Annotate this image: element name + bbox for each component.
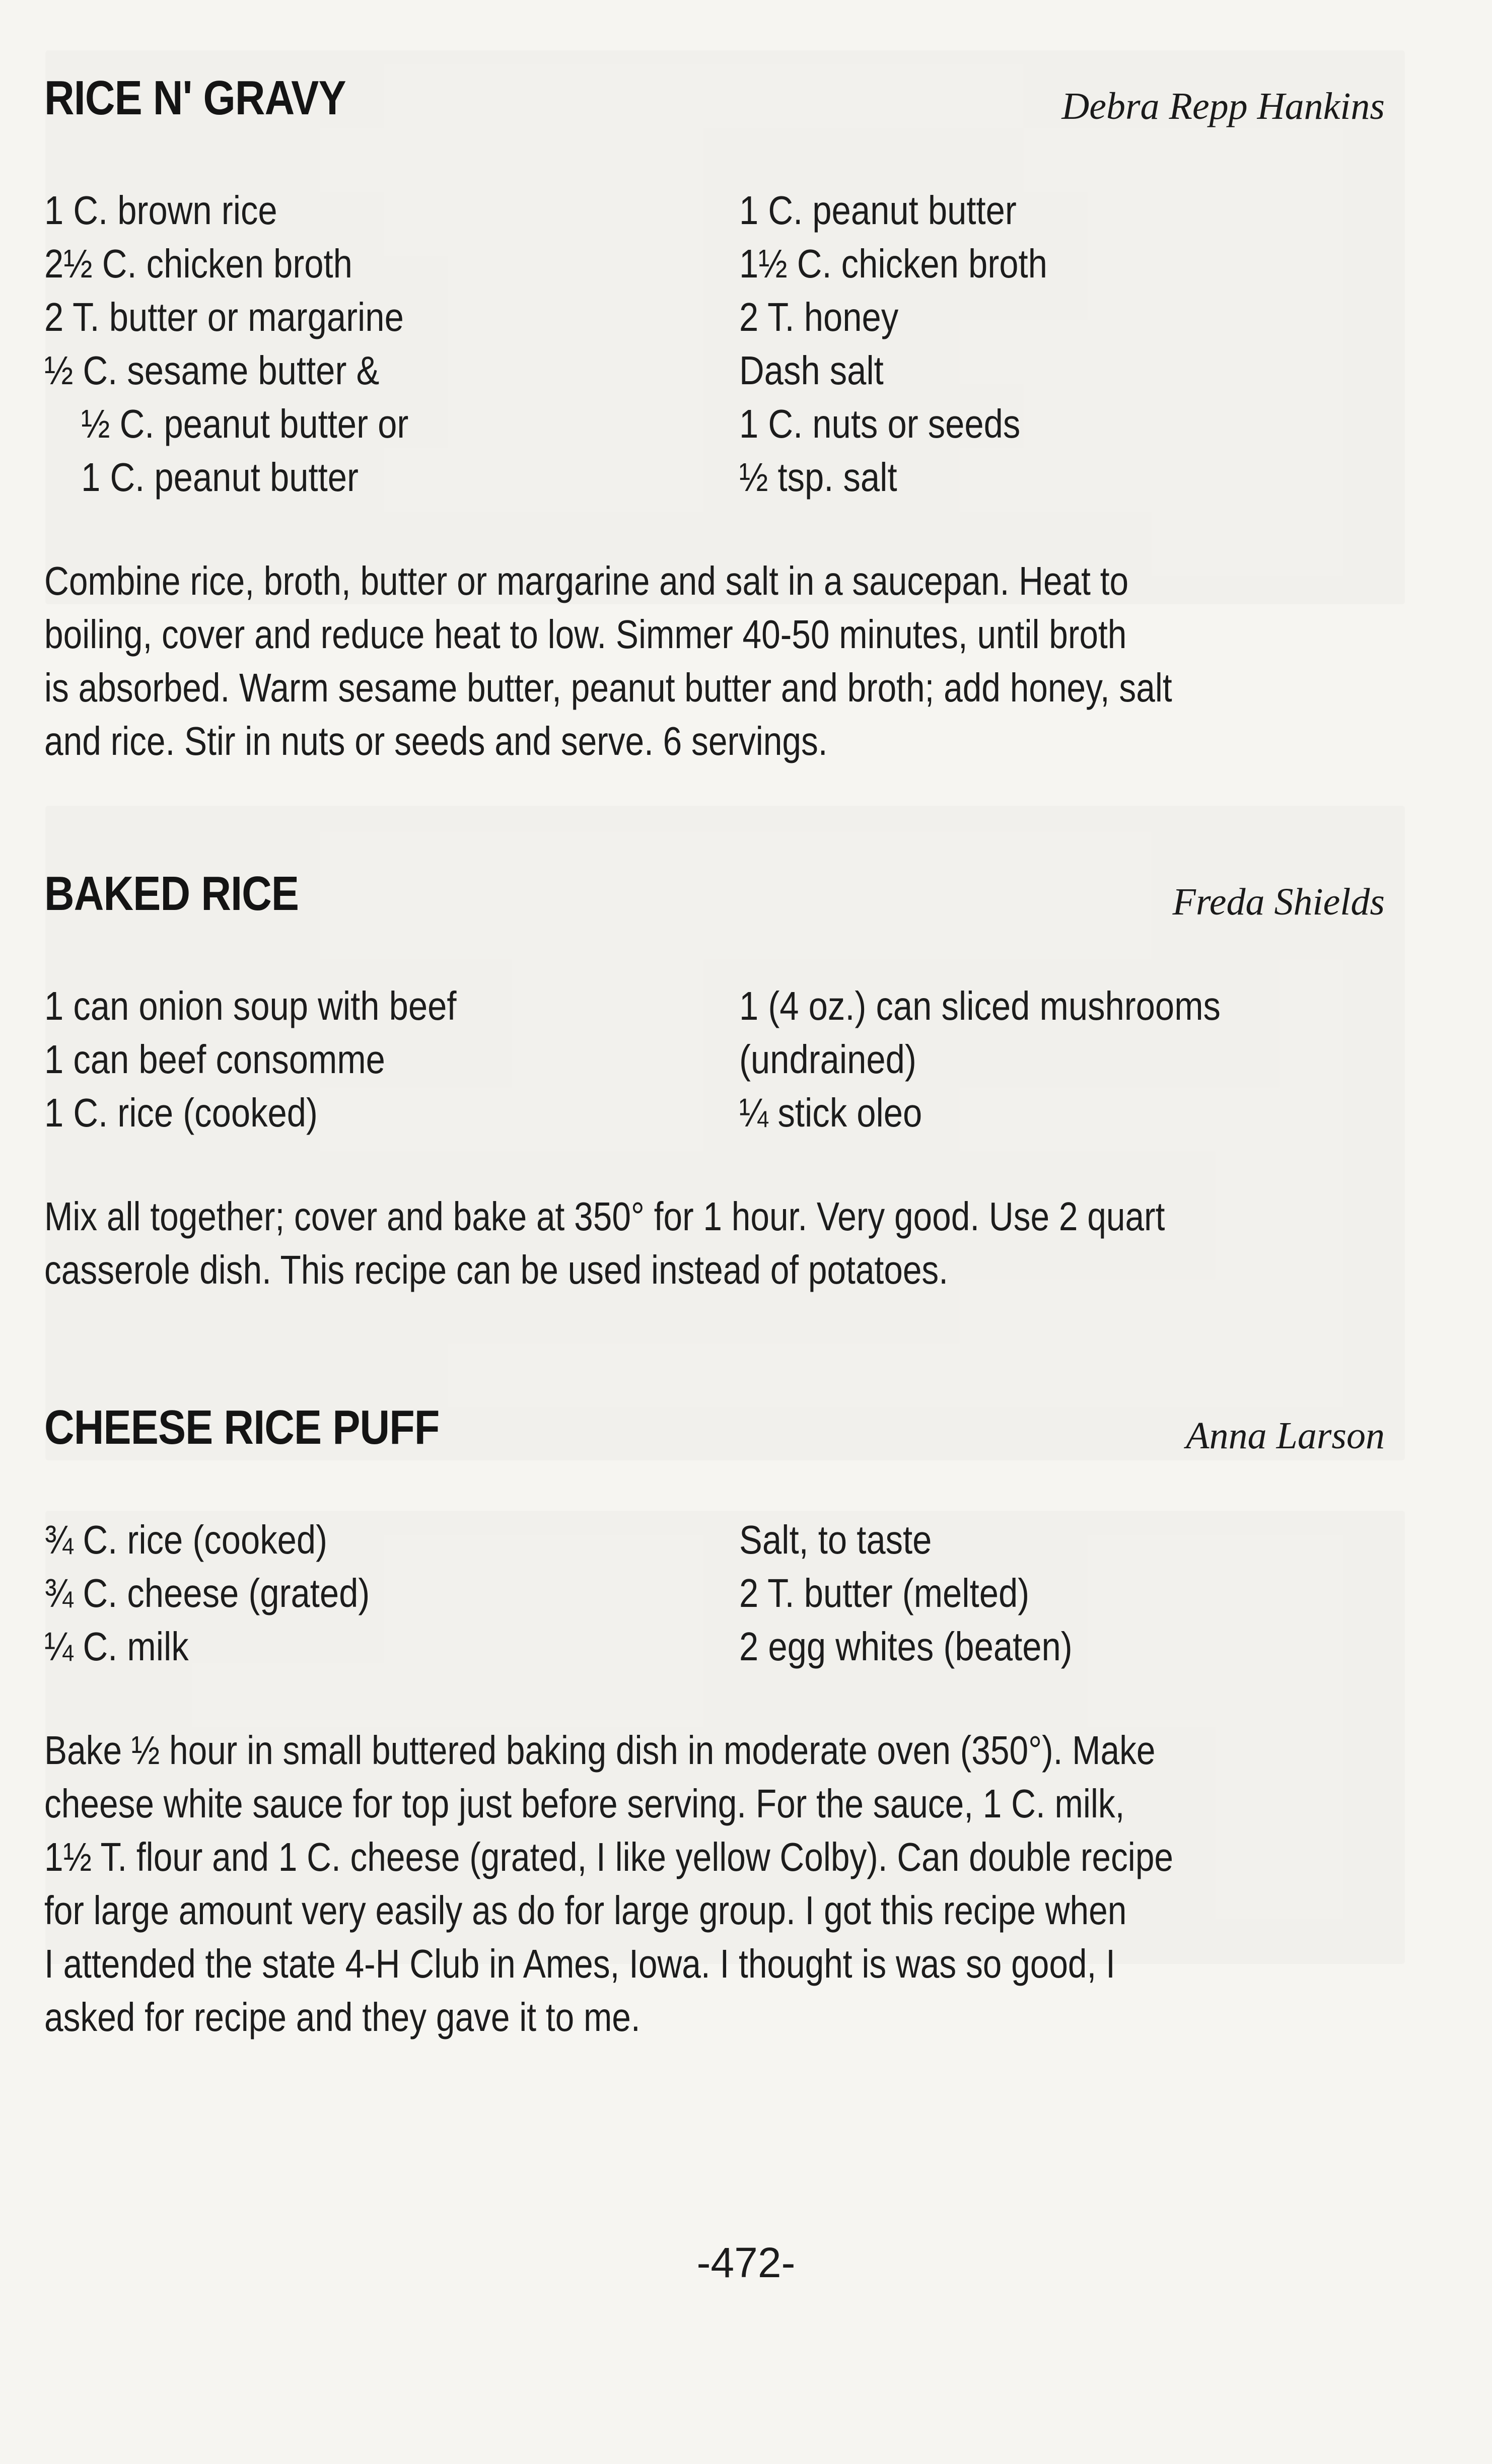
- ingredient-line: ½ tsp. salt: [739, 455, 897, 500]
- ingredient-line: 2 T. butter or margarine: [44, 295, 404, 339]
- directions-line: casserole dish. This recipe can be used instead of potatoes.: [44, 1247, 949, 1292]
- recipe-author: Anna Larson: [1186, 1415, 1385, 1457]
- directions-line: I attended the state 4-H Club in Ames, Iowa. I thought is was so good, I: [44, 1941, 1115, 1986]
- directions-line: 1½ T. flour and 1 C. cheese (grated, I like yellow Colby). Can double recipe: [44, 1835, 1174, 1879]
- ingredient-line: 1 C. peanut butter: [739, 188, 1017, 233]
- ingredient-line: 2½ C. chicken broth: [44, 241, 352, 286]
- ingredient-line: 2 egg whites (beaten): [739, 1624, 1073, 1669]
- ingredient-line: 1 (4 oz.) can sliced mushrooms: [739, 983, 1221, 1028]
- recipe-author: Debra Repp Hankins: [1061, 85, 1385, 127]
- ingredient-line: ½ C. peanut butter or: [81, 401, 409, 446]
- ingredient-line: ¼ C. milk: [44, 1624, 189, 1669]
- page-number: -472-: [696, 2239, 796, 2286]
- ingredient-line: 2 T. butter (melted): [739, 1571, 1030, 1615]
- ingredient-line: 1½ C. chicken broth: [739, 241, 1047, 286]
- directions-line: Combine rice, broth, butter or margarine and salt in a saucepan. Heat to: [44, 558, 1129, 603]
- directions-line: boiling, cover and reduce heat to low. Simmer 40-50 minutes, until broth: [44, 612, 1127, 657]
- ingredients-right-column: [739, 1513, 1385, 1673]
- ingredient-line: ½ C. sesame butter &: [44, 348, 380, 393]
- recipe-header: [44, 1400, 1385, 1470]
- ingredients-left-column: [44, 979, 739, 1140]
- recipe-rice-n-gravy: [44, 71, 1385, 768]
- directions-line: and rice. Stir in nuts or seeds and serve. 6 servings.: [44, 719, 828, 763]
- ingredients-list: [44, 184, 1385, 504]
- ingredient-line: 1 C. brown rice: [44, 188, 277, 233]
- ingredient-line: 1 C. nuts or seeds: [739, 401, 1021, 446]
- ingredient-line: 1 C. peanut butter: [81, 455, 359, 500]
- ingredient-line: ¾ C. cheese (grated): [44, 1571, 370, 1615]
- recipe-header: [44, 866, 1385, 937]
- ingredients-right-column: [739, 184, 1385, 504]
- ingredients-list: [44, 1513, 1385, 1673]
- ingredient-line: 1 C. rice (cooked): [44, 1090, 318, 1135]
- ingredients-left-column: [44, 184, 739, 504]
- ingredient-line: ¾ C. rice (cooked): [44, 1517, 328, 1562]
- recipe-cheese-rice-puff: [44, 1400, 1385, 2044]
- directions-line: for large amount very easily as do for large group. I got this recipe when: [44, 1888, 1127, 1933]
- ingredient-line: Dash salt: [739, 348, 884, 393]
- ingredient-line: 2 T. honey: [739, 295, 899, 339]
- recipe-author: Freda Shields: [1172, 881, 1385, 923]
- directions-line: asked for recipe and they gave it to me.: [44, 1995, 641, 2039]
- ingredient-line: ¼ stick oleo: [739, 1090, 922, 1135]
- ingredient-line: (undrained): [739, 1037, 916, 1082]
- directions-line: Mix all together; cover and bake at 350° for 1 hour. Very good. Use 2 quart: [44, 1194, 1165, 1239]
- recipe-directions: [44, 554, 1385, 768]
- ingredient-line: 1 can beef consomme: [44, 1037, 385, 1082]
- ingredients-list: [44, 979, 1385, 1140]
- recipe-directions: [44, 1724, 1385, 2044]
- directions-line: cheese white sauce for top just before serving. For the sauce, 1 C. milk,: [44, 1781, 1125, 1826]
- ingredient-line: Salt, to taste: [739, 1517, 932, 1562]
- ingredients-right-column: [739, 979, 1385, 1140]
- recipe-directions: [44, 1190, 1385, 1297]
- directions-line: is absorbed. Warm sesame butter, peanut butter and broth; add honey, salt: [44, 665, 1172, 710]
- recipe-baked-rice: [44, 866, 1385, 1297]
- directions-line: Bake ½ hour in small buttered baking dish in moderate oven (350°). Make: [44, 1728, 1156, 1773]
- ingredient-line: 1 can onion soup with beef: [44, 983, 457, 1028]
- recipe-title: RICE N' GRAVY: [44, 71, 346, 125]
- recipe-title: BAKED RICE: [44, 867, 299, 921]
- recipe-header: [44, 71, 1385, 141]
- ingredients-left-column: [44, 1513, 739, 1673]
- recipe-title: CHEESE RICE PUFF: [44, 1400, 440, 1454]
